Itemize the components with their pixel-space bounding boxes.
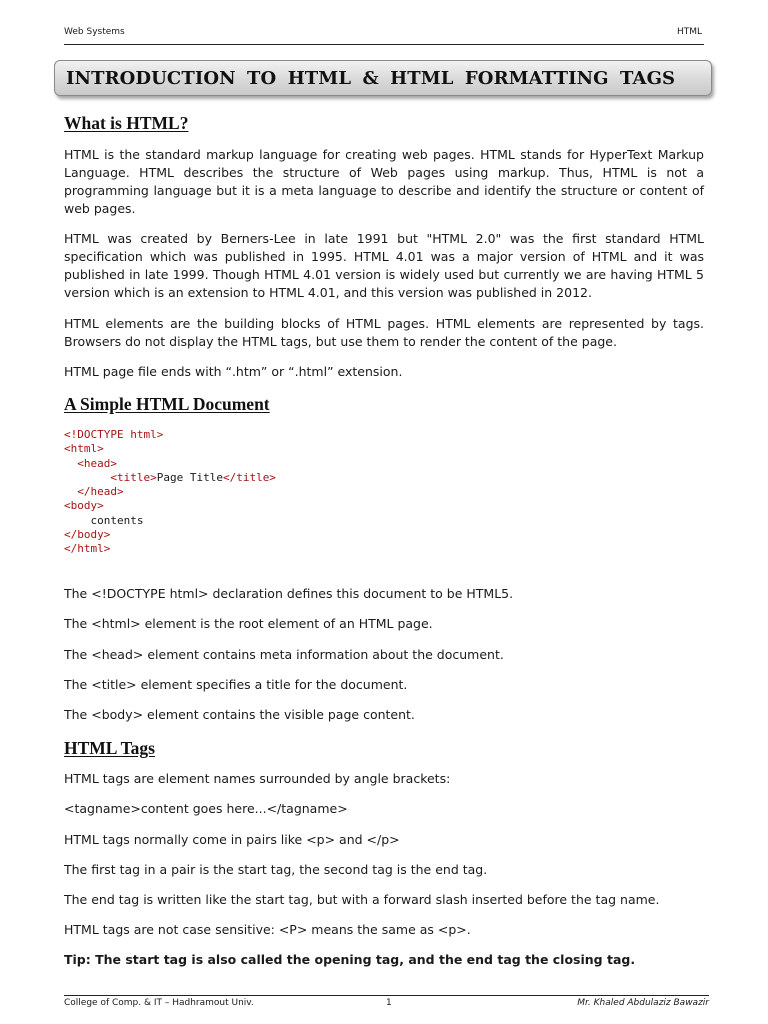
code-body-close: </body>	[64, 528, 111, 542]
header-course: Web Systems	[64, 27, 125, 37]
text-line: HTML tags are not case sensitive: <P> means the same as <p>.	[64, 922, 471, 937]
heading-html-tags: HTML Tags	[64, 738, 155, 758]
code-html-close: </html>	[64, 542, 111, 556]
code-block	[64, 428, 276, 557]
code-title-text: Page Title	[156, 470, 223, 484]
text-line: HTML tags are element names surrounded by angle brackets:	[64, 771, 451, 786]
text-line: <tagname>content goes here...</tagname>	[64, 801, 348, 816]
page-header	[64, 27, 704, 45]
page-footer	[64, 995, 709, 1015]
paragraph: HTML page file ends with “.htm” or “.html” extension.	[64, 364, 403, 379]
header-topic: HTML	[676, 27, 702, 37]
text-line: The first tag in a pair is the start tag, the second tag is the end tag.	[64, 862, 488, 877]
code-head-close: </head>	[77, 485, 124, 499]
text-line: The end tag is written like the start tag, but with a forward slash inserted before the tag name.	[64, 892, 660, 907]
text-line: HTML tags normally come in pairs like <p> and </p>	[64, 832, 400, 847]
code-title-close: </title>	[222, 470, 276, 484]
text-line: The <title> element specifies a title for the document.	[64, 677, 408, 692]
paragraph: HTML is the standard markup language for creating web pages. HTML stands for HyperText Markup Language. HTML describes the structure of Web pages using markup. Thus, HTML is not a programming language but it is a meta language to describe and identify the structure or content of web pages.	[64, 147, 704, 216]
code-html-open: <html>	[64, 442, 104, 456]
text-line: The <!DOCTYPE html> declaration defines this document to be HTML5.	[64, 586, 514, 601]
code-title-open: <title>	[110, 470, 157, 484]
paragraph: HTML elements are the building blocks of HTML pages. HTML elements are represented by tags. Browsers do not display the HTML tags, but use them to render the content of the page.	[64, 316, 704, 349]
tip-line: Tip: The start tag is also called the opening tag, and the end tag the closing tag.	[64, 952, 636, 967]
footer-author: Mr. Khaled Abdulaziz Bawazir	[577, 998, 709, 1008]
text-line: The <html> element is the root element of an HTML page.	[64, 616, 433, 631]
heading-simple-document: A Simple HTML Document	[64, 394, 270, 414]
text-line: The <head> element contains meta information about the document.	[64, 647, 504, 662]
heading-what-is-html: What is HTML?	[64, 113, 189, 133]
page-number: 1	[386, 998, 392, 1008]
code-body-text: contents	[90, 513, 144, 527]
code-body-open: <body>	[64, 499, 104, 513]
code-doctype: <!DOCTYPE html>	[64, 428, 164, 441]
paragraph: HTML was created by Berners-Lee in late 1991 but "HTML 2.0" was the first standard HTML specification which was published in 1995. HTML 4.01 was a major version of HTML and it was published in late 1999. Though HTML 4.01 version is widely used but currently we are having HTML 5 version which is an extension to HTML 4.01, and this version was published in 2012.	[64, 231, 704, 300]
text-line: The <body> element contains the visible page content.	[64, 707, 415, 722]
page-title: INTRODUCTION TO HTML & HTML FORMATTING TAGS	[66, 68, 676, 89]
title-banner	[54, 60, 712, 96]
code-head-open: <head>	[77, 456, 117, 470]
footer-college: College of Comp. & IT – Hadhramout Univ.	[64, 998, 254, 1008]
